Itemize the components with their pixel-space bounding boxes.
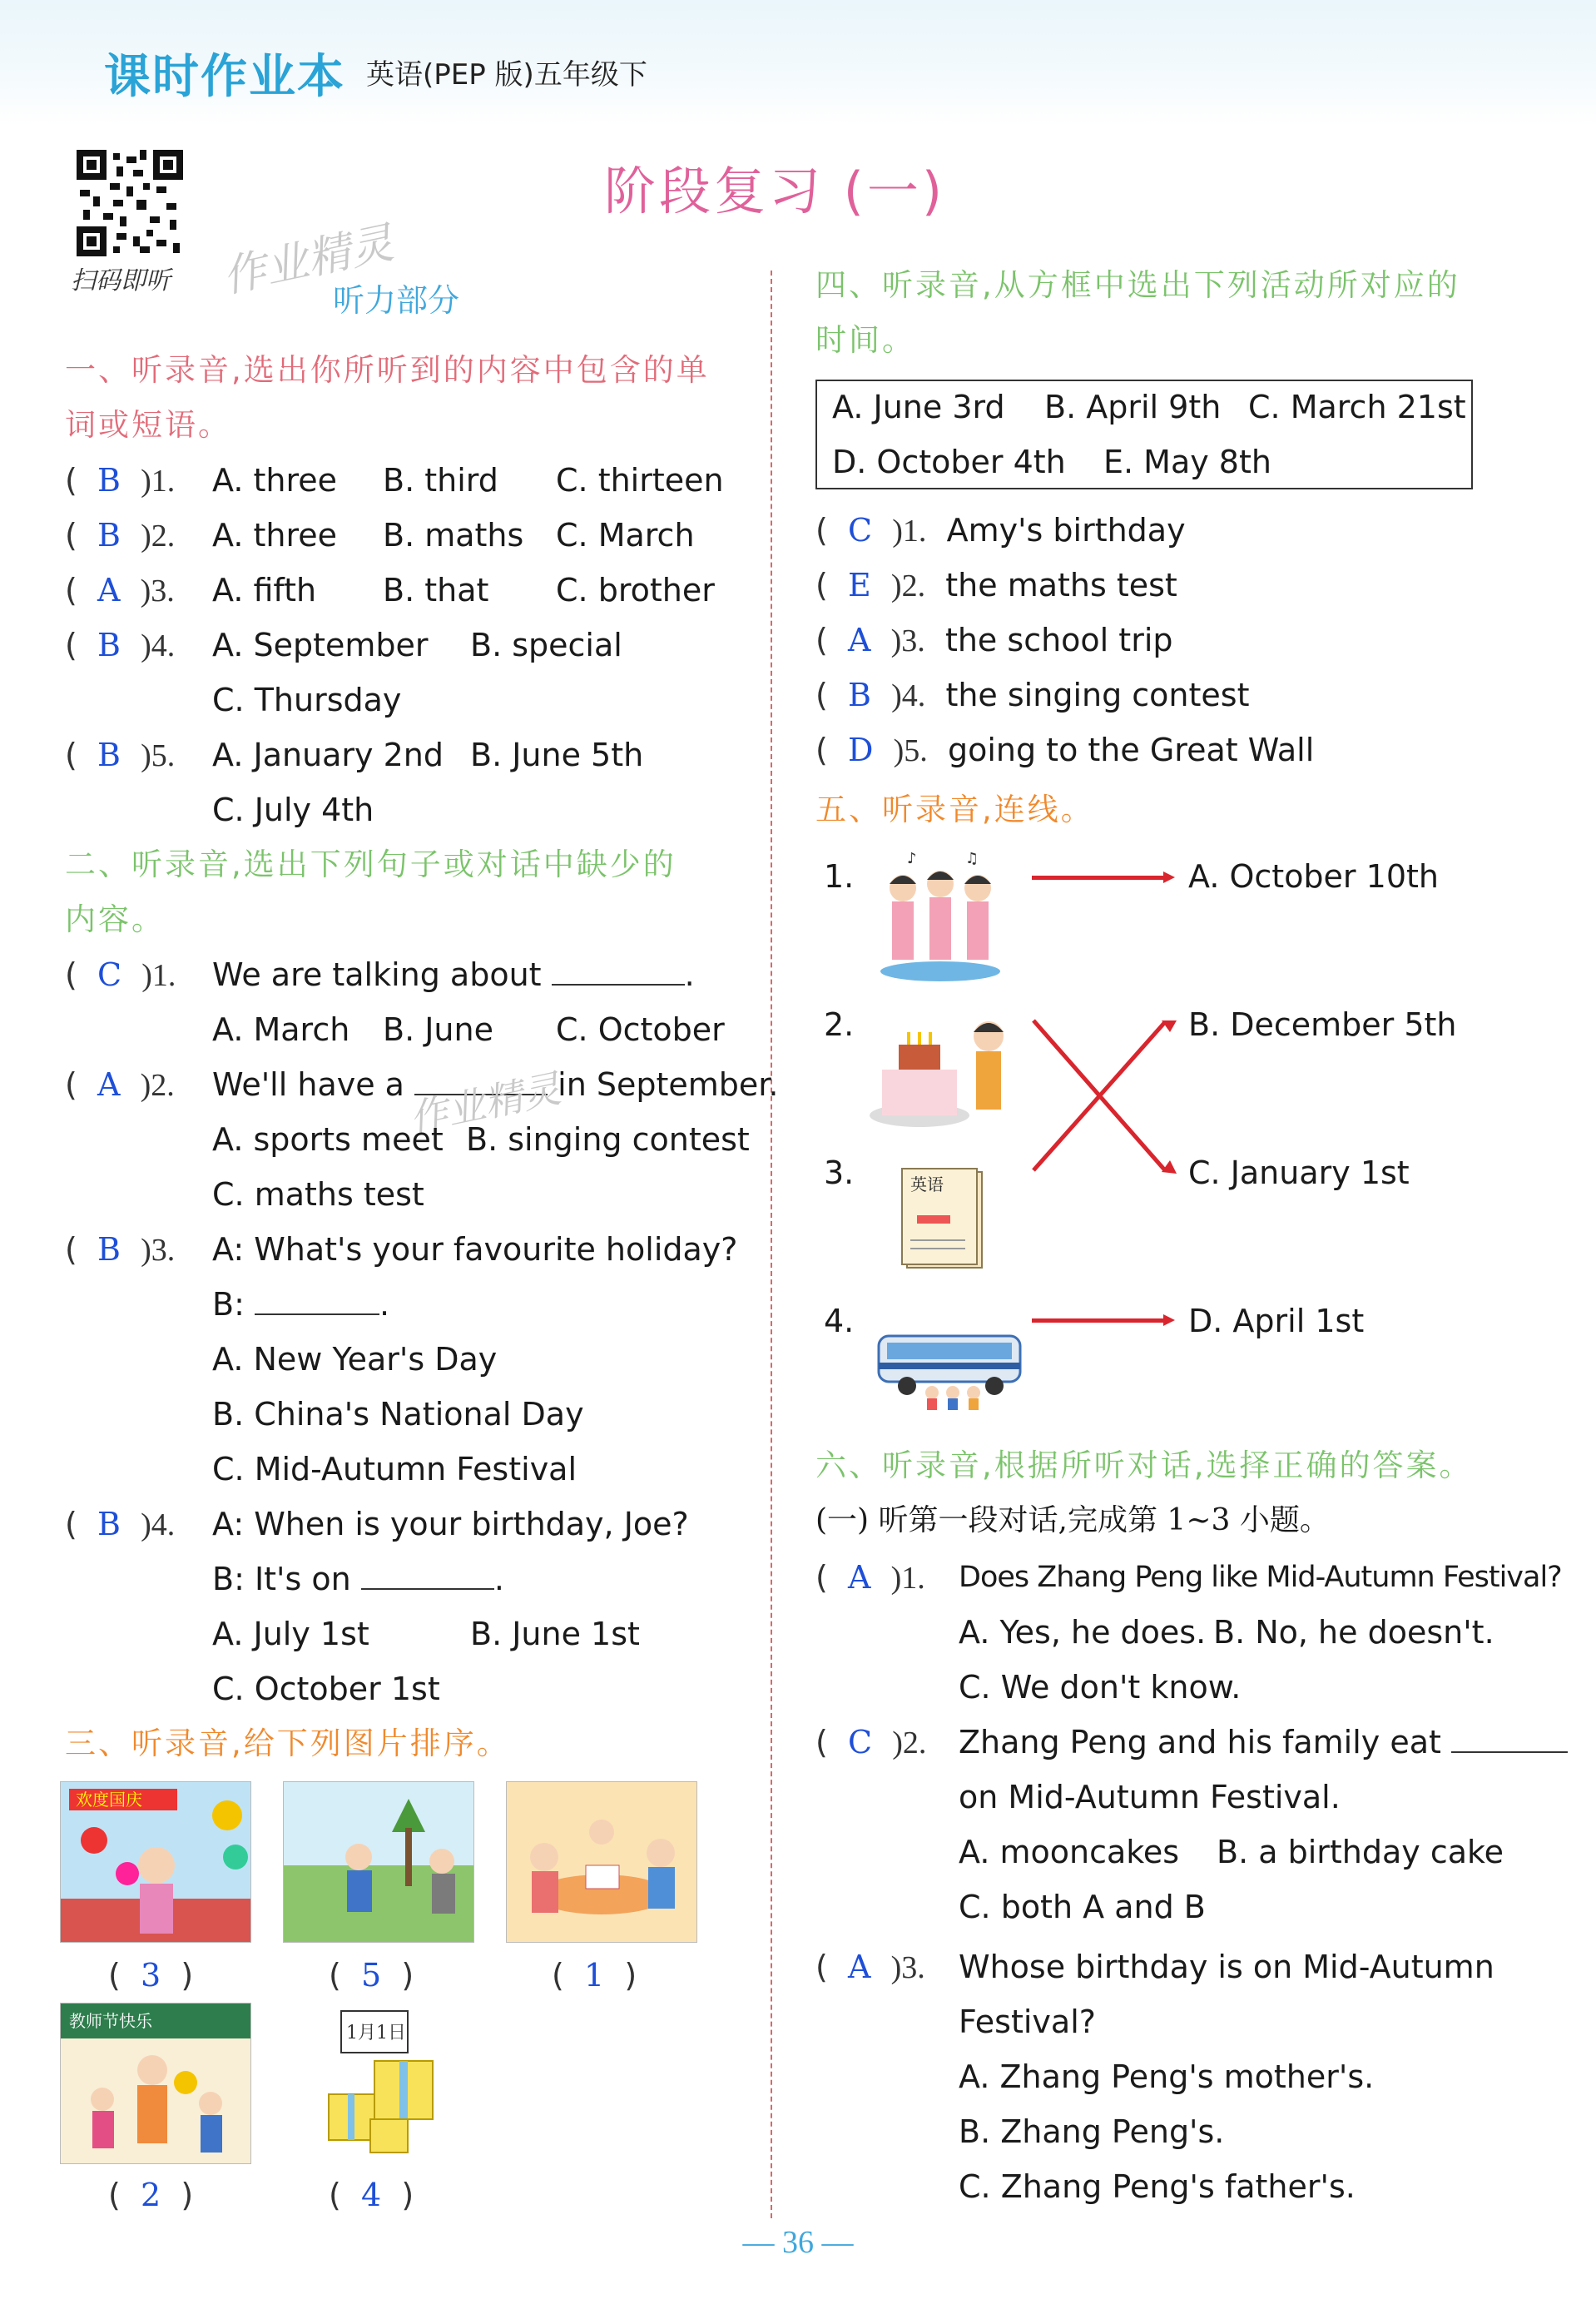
box-option-e: E. May 8th <box>1103 444 1271 480</box>
arrow-icon <box>1163 871 1175 883</box>
option-a: A. Zhang Peng's mother's. <box>959 2058 1375 2095</box>
match-option-d: D. April 1st <box>1188 1303 1365 1339</box>
svg-text:♫: ♫ <box>965 851 979 867</box>
section4-heading: 四、听录音,从方框中选出下列活动所对应的 <box>815 267 1460 303</box>
match-option-c: C. January 1st <box>1188 1154 1410 1191</box>
s6-q2-text2: on Mid-Autumn Festival. <box>959 1779 1341 1815</box>
qr-code-icon[interactable] <box>77 150 183 256</box>
option-a: A. September <box>212 627 429 663</box>
s4-item-4: ( B )4. the singing contest <box>815 677 1250 713</box>
option-b: B. that <box>383 572 489 608</box>
s6-q3-text: Whose birthday is on Mid-Autumn <box>959 1949 1494 1985</box>
s4-item-2: ( E )2. the maths test <box>815 567 1177 603</box>
s4-item-1: ( C )1. Amy's birthday <box>815 512 1186 549</box>
s3-answer-3: ( 1 ) <box>552 1957 637 1994</box>
s6-q2: ( C )2. <box>815 1724 927 1760</box>
qr-caption: 扫码即听 <box>71 266 171 295</box>
option-a: A. sports meet <box>212 1121 444 1158</box>
banner-text: 欢度国庆 <box>76 1790 142 1810</box>
section6-heading: 六、听录音,根据所听对话,选择正确的答案。 <box>815 1447 1473 1483</box>
option-a: A. July 1st <box>212 1616 369 1652</box>
match-line-1 <box>1032 876 1165 880</box>
option-a: A. January 2nd <box>212 737 444 773</box>
box-option-c: C. March 21st <box>1248 389 1466 425</box>
s1-item-1: ( B )1. <box>65 462 176 499</box>
section2-heading: 二、听录音,选出下列句子或对话中缺少的 <box>65 847 677 882</box>
listening-part-label: 听力部分 <box>333 282 460 319</box>
answer-blank <box>255 1285 379 1315</box>
s2-q4: ( B )4. <box>65 1506 176 1542</box>
section1-heading-2: 词或短语。 <box>65 407 231 443</box>
s1-item-3: ( A )3. <box>65 572 175 608</box>
s2-q2-text: We'll have a in September. <box>212 1066 779 1103</box>
birthday-cake-picture <box>865 1007 1024 1132</box>
option-b: B. maths <box>383 517 524 554</box>
s2-q4-line1: A: When is your birthday, Joe? <box>212 1506 689 1542</box>
match-num-3: 3. <box>824 1154 855 1191</box>
arrow-icon <box>1163 1314 1175 1326</box>
answer: B <box>97 737 121 773</box>
new-year-gifts-picture <box>316 2003 449 2161</box>
s2-q3-line2: B: . <box>212 1286 390 1323</box>
s6-q3-text2: Festival? <box>959 2004 1096 2040</box>
calendar-text: 1月1日 <box>346 2023 406 2043</box>
option-b: B. China's National Day <box>212 1396 584 1433</box>
teachers-day-picture <box>60 2003 251 2164</box>
option-c: C. thirteen <box>556 462 724 499</box>
option-a: A. March <box>212 1011 350 1048</box>
book-subtitle: 英语(PEP 版)五年级下 <box>366 58 647 92</box>
option-a: A. three <box>212 462 338 499</box>
answer-blank <box>1451 1723 1568 1753</box>
option-b: B. special <box>470 627 622 663</box>
s2-q2: ( A )2. <box>65 1066 175 1103</box>
s1-item-2: ( B )2. <box>65 517 176 554</box>
option-b: B. a birthday cake <box>1217 1834 1504 1870</box>
box-option-b: B. April 9th <box>1044 389 1222 425</box>
answer: B <box>97 517 121 554</box>
bus-trip-picture <box>874 1319 1032 1411</box>
s3-answer-5: ( 4 ) <box>329 2177 414 2213</box>
option-b: B. June 1st <box>470 1616 640 1652</box>
match-cross-lines <box>1030 1017 1180 1175</box>
s1-item-4: ( B )4. <box>65 627 176 663</box>
option-a: A. three <box>212 517 338 554</box>
box-option-a: A. June 3rd <box>832 389 1005 425</box>
option-a: A. mooncakes <box>959 1834 1180 1870</box>
option-b: B. singing contest <box>466 1121 750 1158</box>
s2-q1: ( C )1. <box>65 956 176 993</box>
s6-q1-text: Does Zhang Peng like Mid-Autumn Festival? <box>959 1561 1562 1594</box>
s6-q1: ( A )1. <box>815 1559 925 1596</box>
option-b: B. Zhang Peng's. <box>959 2113 1225 2150</box>
match-line-4 <box>1032 1318 1165 1323</box>
option-b: B. No, he doesn't. <box>1213 1614 1494 1651</box>
option-c: C. Thursday <box>212 682 402 718</box>
s1-item-5: ( B )5. <box>65 737 176 773</box>
page-title: 阶段复习 (一) <box>604 161 946 221</box>
tree-planting-picture <box>283 1781 474 1943</box>
option-a: A. Yes, he does. <box>959 1614 1207 1651</box>
option-a: A. New Year's Day <box>212 1341 498 1378</box>
answer: B <box>97 627 121 663</box>
match-num-1: 1. <box>824 858 855 895</box>
test-paper-picture <box>899 1165 999 1274</box>
option-b: B. June <box>383 1011 493 1048</box>
section3-heading: 三、听录音,给下列图片排序。 <box>65 1726 510 1761</box>
option-c: C. both A and B <box>959 1889 1206 1925</box>
singers-picture <box>874 851 1007 984</box>
svg-text:♪: ♪ <box>907 851 917 867</box>
s4-item-3: ( A )3. the school trip <box>815 622 1173 658</box>
s3-answer-4: ( 2 ) <box>108 2177 194 2213</box>
section4-heading-2: 时间。 <box>815 322 915 358</box>
match-num-2: 2. <box>824 1006 855 1043</box>
watermark-2: 作业精灵 <box>405 1065 565 1142</box>
section1-heading: 一、听录音,选出你所听到的内容中包含的单 <box>65 352 710 388</box>
section2-heading-2: 内容。 <box>65 901 165 937</box>
brand-logo: 课时作业本 <box>104 50 345 104</box>
option-b: B. June 5th <box>470 737 644 773</box>
box-option-d: D. October 4th <box>832 444 1066 480</box>
option-c: C. maths test <box>212 1176 424 1213</box>
option-c: C. Zhang Peng's father's. <box>959 2168 1356 2205</box>
option-c: C. We don't know. <box>959 1669 1242 1706</box>
option-c: C. October 1st <box>212 1671 440 1707</box>
answer-blank <box>361 1560 494 1590</box>
answer: B <box>97 462 121 499</box>
s2-q1-text: We are talking about . <box>212 956 695 993</box>
birthday-party-picture <box>506 1781 697 1943</box>
match-option-b: B. December 5th <box>1188 1006 1457 1043</box>
match-option-a: A. October 10th <box>1188 858 1439 895</box>
option-c: C. brother <box>556 572 715 608</box>
option-c: C. Mid-Autumn Festival <box>212 1451 577 1487</box>
s3-answer-2: ( 5 ) <box>329 1957 414 1994</box>
option-c: C. October <box>556 1011 725 1048</box>
column-divider <box>771 271 772 2218</box>
s2-q3: ( B )3. <box>65 1231 176 1268</box>
s6-q3: ( A )3. <box>815 1949 925 1985</box>
s2-q4-line2: B: It's on . <box>212 1561 504 1597</box>
s2-q3-line1: A: What's your favourite holiday? <box>212 1231 738 1268</box>
option-b: B. third <box>383 462 498 499</box>
s4-item-5: ( D )5. going to the Great Wall <box>815 732 1315 768</box>
watermark: 作业精灵 <box>218 217 399 303</box>
option-a: A. fifth <box>212 572 317 608</box>
answer-blank <box>552 956 685 986</box>
page-number: — 36 — <box>742 2225 854 2260</box>
option-c: C. July 4th <box>212 792 374 828</box>
option-c: C. March <box>556 517 695 554</box>
book-label: 英语 <box>910 1174 944 1194</box>
s6-q2-text: Zhang Peng and his family eat <box>959 1715 1568 1770</box>
section5-heading: 五、听录音,连线。 <box>815 792 1094 827</box>
banner-text: 教师节快乐 <box>69 2011 152 2031</box>
s3-answer-1: ( 3 ) <box>108 1957 194 1994</box>
national-day-picture <box>60 1781 251 1943</box>
match-num-4: 4. <box>824 1303 855 1339</box>
answer: A <box>97 572 121 608</box>
section6-subheading: (一) 听第一段对话,完成第 1~3 小题。 <box>815 1503 1330 1537</box>
